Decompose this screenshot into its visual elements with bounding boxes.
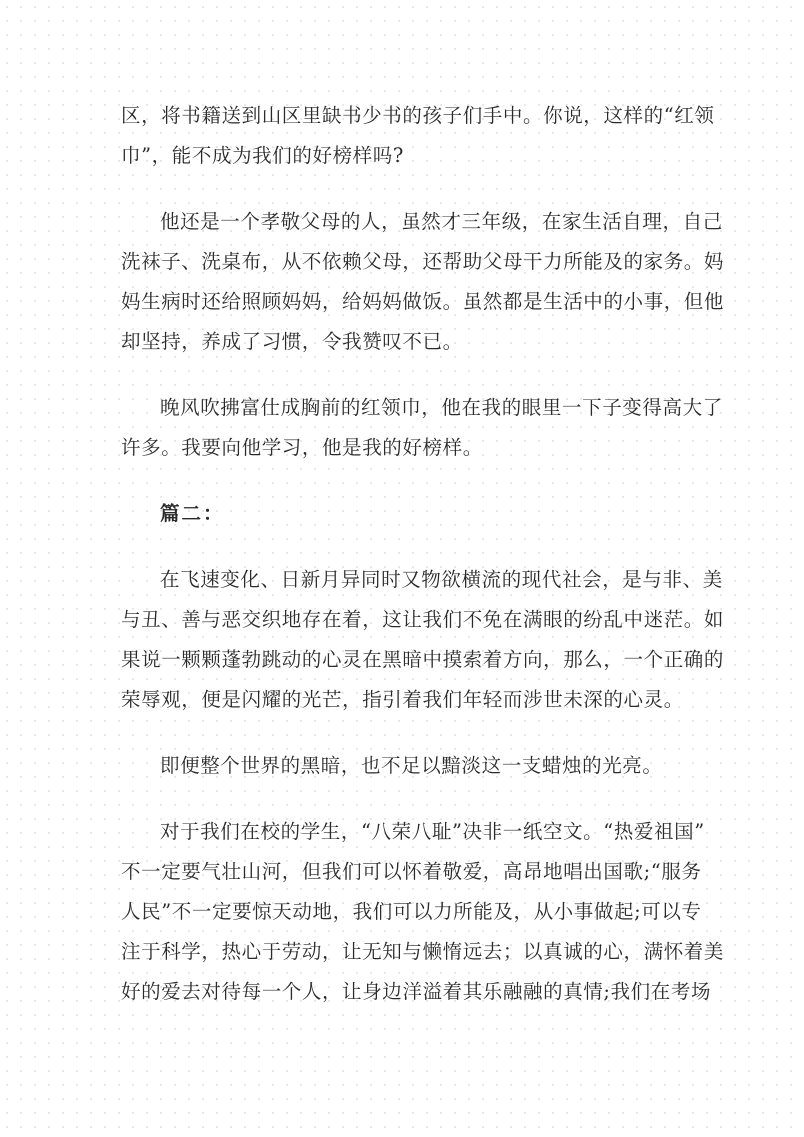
text-line: 区，将书籍送到山区里缺书少书的孩子们手中。你说，这样的“红领 — [121, 104, 715, 127]
text-line: 他还是一个孝敬父母的人，虽然才三年级，在家生活自理，自己 — [160, 210, 723, 233]
text-line: 不一定要气壮山河，但我们可以怀着敬爱，高昂地唱出国歌;“服务 — [121, 860, 702, 883]
text-line: 与丑、善与恶交织地存在着，这让我们不免在满眼的纷乱中迷茫。如 — [121, 608, 725, 631]
text-line: 妈生病时还给照顾妈妈，给妈妈做饭。虽然都是生活中的小事，但他 — [121, 290, 725, 313]
paragraph-5 — [121, 746, 699, 786]
paragraph-6 — [121, 812, 725, 1012]
text-line: 许多。我要向他学习，他是我的好榜样。 — [121, 436, 483, 459]
text-line: 对于我们在校的学生，“八荣八耻”决非一纸空文。“热爱祖国” — [160, 820, 705, 843]
text-line: 好的爱去对待每一个人，让身边洋溢着其乐融融的真情;我们在考场 — [121, 980, 712, 1003]
text-line: 在飞速变化、日新月异同时又物欲横流的现代社会，是与非、美 — [160, 568, 723, 591]
text-line: 荣辱观，便是闪耀的光芒，指引着我们年轻而涉世未深的心灵。 — [121, 688, 684, 711]
text-line: 却坚持，养成了习惯，令我赞叹不已。 — [121, 330, 463, 353]
paragraph-2 — [121, 202, 725, 362]
text-line: 晚风吹拂富仕成胸前的红领巾，他在我的眼里一下子变得高大了 — [160, 396, 723, 419]
text-line: 洗袜子、洗桌布，从不依赖父母，还帮助父母干力所能及的家务。妈 — [121, 250, 725, 273]
paragraph-1 — [121, 96, 715, 176]
text-line: 注于科学，热心于劳动，让无知与懒惰远去；以真诚的心，满怀着美 — [121, 940, 725, 963]
paragraph-3 — [121, 388, 723, 468]
text-line: 巾”，能不成为我们的好榜样吗? — [121, 144, 404, 167]
text-line: 人民”不一定要惊天动地，我们可以力所能及，从小事做起;可以专 — [121, 900, 702, 923]
text-line: 即便整个世界的黑暗，也不足以黯淡这一支蜡烛的光亮。 — [160, 754, 663, 777]
section-heading: 篇二： — [160, 502, 225, 525]
text-line: 果说一颗颗蓬勃跳动的心灵在黑暗中摸索着方向，那么，一个正确的 — [121, 648, 725, 671]
document-page — [121, 96, 725, 1012]
paragraph-4 — [121, 560, 725, 720]
